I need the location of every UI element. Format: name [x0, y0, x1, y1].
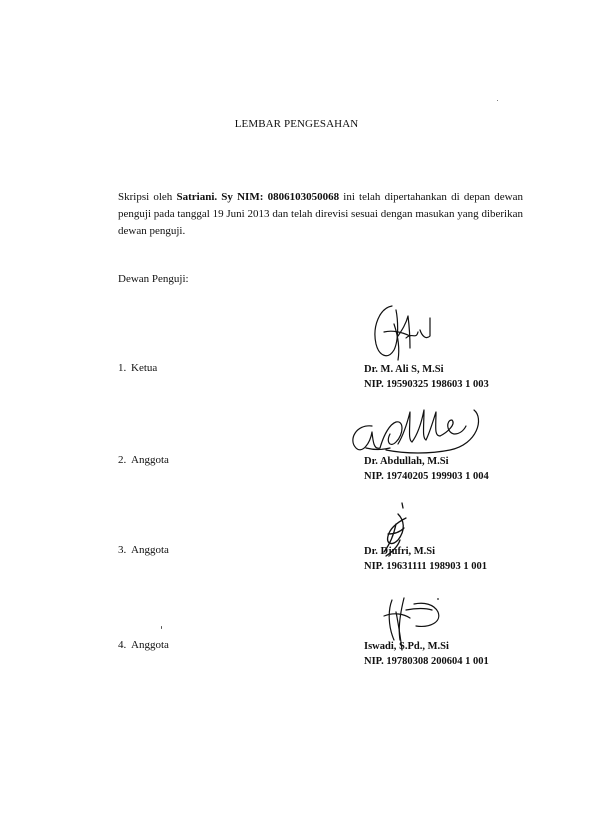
- examiner-nip: NIP. 19631111 198903 1 001: [364, 561, 488, 572]
- examiner-role: [118, 639, 169, 651]
- examiner-nip: NIP. 19780308 200604 1 001: [364, 656, 489, 667]
- ink-dot-mark: [161, 626, 162, 629]
- examiner-role-label: Anggota: [131, 544, 169, 556]
- examiner-number: 2.: [118, 454, 127, 466]
- ink-dot-mark: [437, 598, 439, 600]
- examiner-name: Dr. Djufri, M.Si: [364, 546, 436, 557]
- examiner-name: Iswadi, S.Pd., M.Si: [364, 641, 449, 652]
- examiner-number: 1.: [118, 362, 127, 374]
- student-name-nim: Satriani. Sy NIM: 0806103050068: [176, 191, 340, 203]
- examiner-name: Dr. Abdullah, M.Si: [364, 456, 449, 467]
- examiner-nip: NIP. 19740205 199903 1 004: [364, 471, 489, 482]
- examiner-role: [118, 454, 169, 466]
- paragraph-prefix: Skripsi oleh: [118, 191, 177, 203]
- examiner-number: 4.: [118, 639, 127, 651]
- examiner-role-label: Anggota: [131, 639, 169, 651]
- examiner-role-label: Ketua: [131, 362, 158, 374]
- examiner-role-label: Anggota: [131, 454, 169, 466]
- board-label: Dewan Penguji:: [118, 273, 189, 285]
- examiner-row-3: [0, 544, 593, 584]
- approval-paragraph: [118, 189, 523, 240]
- paragraph-suffix: ini telah dipertahankan di depan dewan penguji pada tanggal 19 Juni 2013 dan telah direvisi sesuai dengan masukan yang diberikan dewan penguji.: [118, 191, 524, 237]
- examiner-info: [364, 362, 489, 392]
- examiner-row-2: [0, 454, 593, 494]
- signature-ketua: [368, 302, 438, 364]
- examiner-row-1: [0, 362, 593, 402]
- examiner-role: [118, 544, 169, 556]
- examiner-name: Dr. M. Ali S, M.Si: [364, 364, 444, 375]
- examiner-row-4: [0, 639, 593, 679]
- signature-anggota-1: [346, 404, 492, 460]
- examiner-nip: NIP. 19590325 198603 1 003: [364, 379, 489, 390]
- signature-anggota-3: [380, 592, 450, 654]
- ink-dot-mark: [497, 100, 498, 101]
- document-title: LEMBAR PENGESAHAN: [234, 118, 359, 130]
- examiner-number: 3.: [118, 544, 127, 556]
- signature-anggota-2: [368, 500, 418, 558]
- examiner-role: [118, 362, 157, 374]
